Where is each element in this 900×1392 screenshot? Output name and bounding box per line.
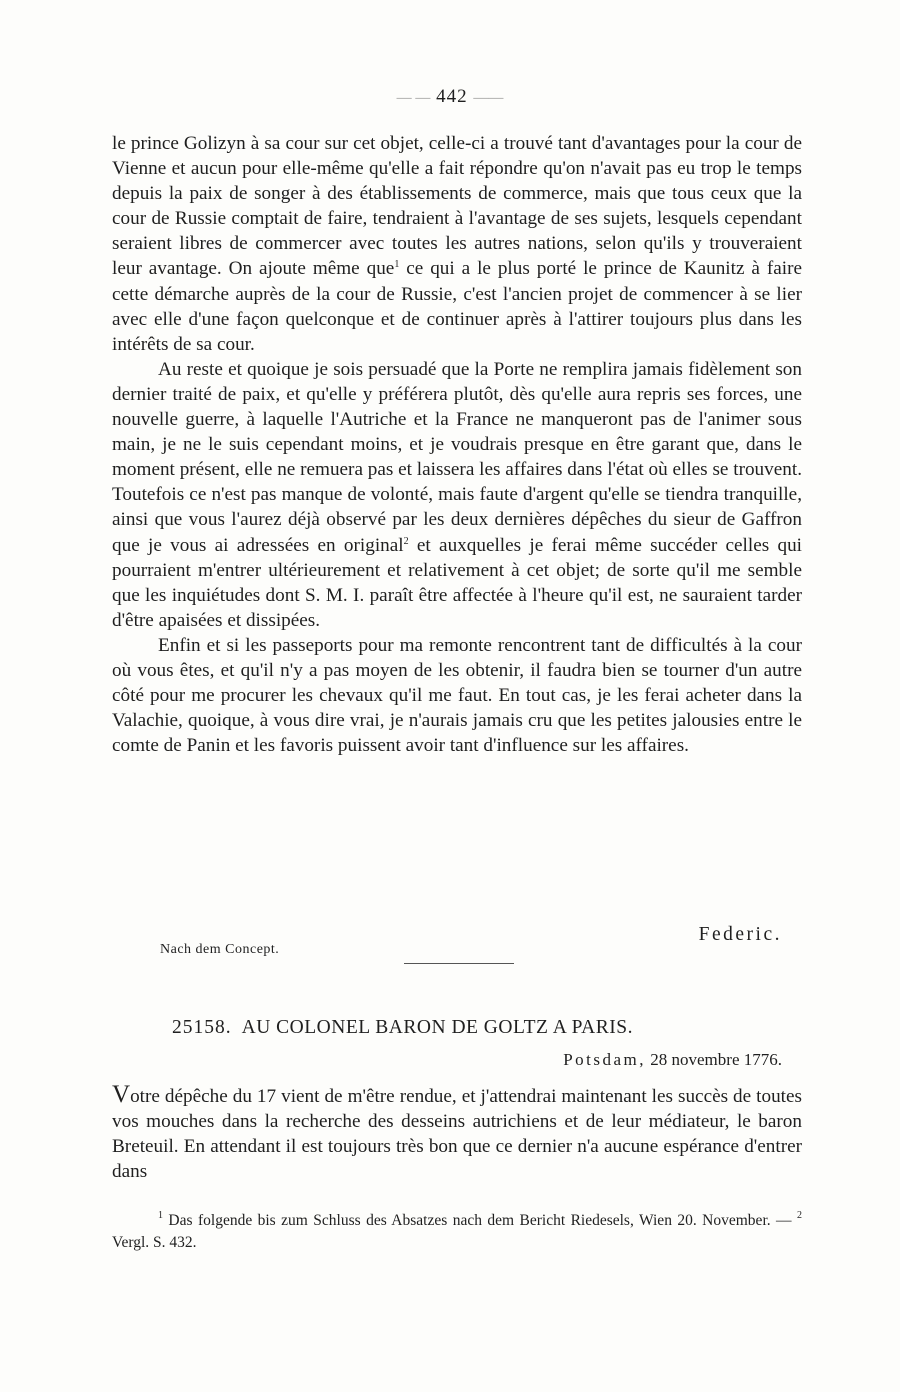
footnote-ref-1: 1 [394,259,400,271]
page-header [0,86,900,108]
signature-row [112,924,782,964]
footnote-text: $^1$ Das folgende bis zum Schluss des Absatzes nach dem Bericht Riedesels, Wien 20. November. — $^2$ Vergl. S. 432. [112,1210,802,1251]
footnote-mark-1: 1 [158,1210,163,1221]
initial-letter: V [112,1081,131,1108]
paragraph-3: Enfin et si les passeports pour ma remonte rencontrent tant de difficultés à la cour où vous êtes, et qu'il n'y a pas moyen de les obtenir, il faudra bien se tourner d'un autre côté pour me procurer les chevaux qu'il me faut. En tout cas, je les ferai acheter dans la Valachie, quoique, à vous dire vrai, je n'aurais jamais cru que les petites jalousies entre le comte de Panin et les favoris puissent avoir tant d'influence sur les affaires. [112,634,802,757]
footnote-mark-2: 2 [797,1210,802,1221]
letter-number: 25158. [172,1017,232,1038]
letter-title: AU COLONEL BARON DE GOLTZ A PARIS. [241,1017,633,1038]
letter-place: Potsdam, [563,1050,647,1069]
letter-opening-paragraph: Votre dépêche du 17 vient de m'être rendue, et j'attendrai maintenant les succès de toutes vos mouches dans la recherche des desseins autrichiens et de leur médiateur, le baron Breteuil. En attendant il est toujours très bon que ce dernier n'a aucune espérance d'entrer dans [112,1081,802,1183]
header-rule-right: —— [473,90,504,106]
signature: Federic. [698,924,782,945]
letter-dateline [112,1050,782,1070]
footnote-ref-2: 2 [403,535,409,547]
footnotes [112,1210,802,1254]
page-number: 442 [436,86,468,107]
source-note: Nach dem Concept. [160,942,280,957]
header-rule-left: — — [396,90,431,106]
paragraph-2: Au reste et quoique je sois persuadé que la Porte ne remplira jamais fidèlement son dernier traité de paix, et qu'elle y préférera plutôt, dès qu'elle aura repris ses forces, une nouvelle guerre, à laquelle l'Autriche et la France ne manqueront pas de l'animer sous main, je ne le suis cependant moins, et je voudrais presque en être garant que, dans le moment présent, elle ne remuera pas et laissera les affaires dans l'état où elles se trouvent. Toutefois ce n'est pas manque de volonté, mais faute d'argent qu'elle se tiendra tranquille, ainsi que vous l'aurez déjà observé par les deux dernières dépêches du sieur de Gaffron que je vous ai adressées en original$^2$ et auxquelles je ferai même succéder celles qui pourraient m'entrer ultérieurement et relativement à cet objet; de sorte qu'il me semble que les inquiétudes dont S. M. I. paraît être affectée à l'heure qu'il est, ne sauraient tarder d'être apaisées et dissipées. [112,358,803,631]
letter-body-continued [112,131,802,758]
letter-date: 28 novembre 1776. [650,1050,782,1069]
letter-heading [112,1017,802,1039]
paragraph-1: le prince Golizyn à sa cour sur cet objet, celle-ci a trouvé tant d'avantages pour la cour de Vienne et aucun pour elle-même qu'elle a fait répondre qu'on n'avait pas eu trop le temps depuis la paix de songer à des établissements de commerce, mais que tous ceux que la cour de Russie comptait de faire, tendraient à l'avantage de ses sujets, lesquels cependant seraient libres de commercer avec toutes les autres nations, selon qu'ils y trouveraient leur avantage. On ajoute même que$^1$ ce qui a le plus porté le prince de Kaunitz à faire cette démarche auprès de la cour de Russie, c'est l'ancien projet de commencer à se lier avec elle d'une façon quelconque et de continuer après à l'attirer toujours plus dans les intérêts de sa cour. [112,133,802,355]
section-divider [404,963,514,964]
letter-body [112,1082,802,1184]
